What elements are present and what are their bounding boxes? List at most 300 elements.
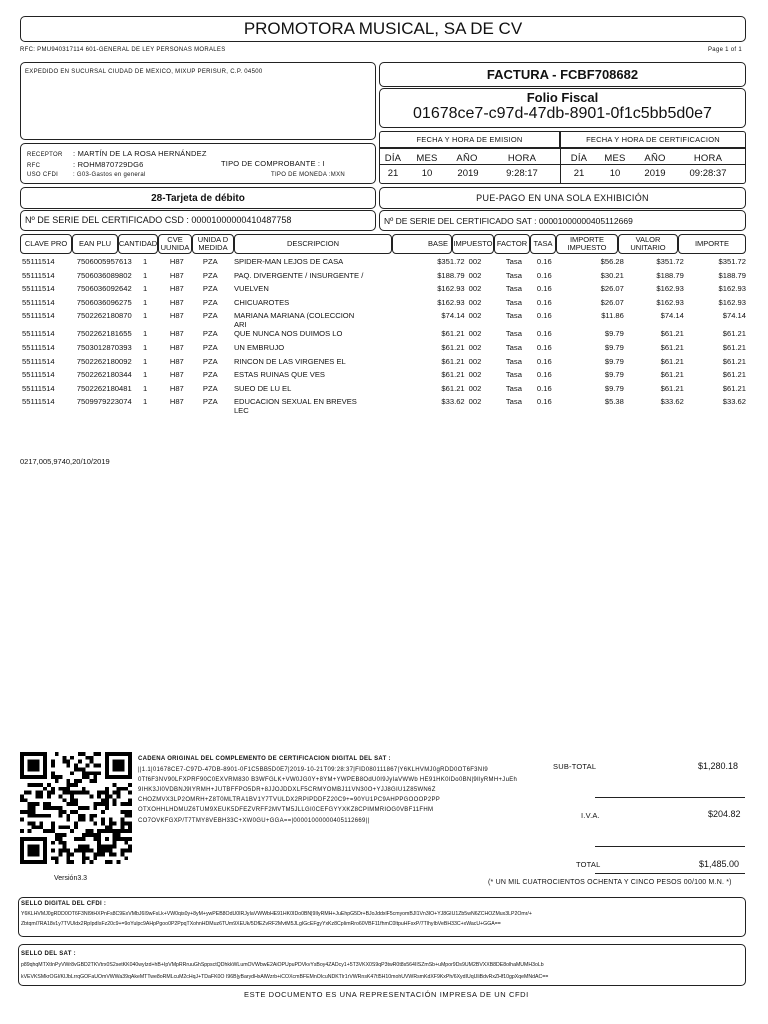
cell-imp_imp xyxy=(572,357,626,371)
cell-desc-text: SUEO DE LU EL xyxy=(233,383,292,393)
cell-base xyxy=(413,384,467,398)
cell-desc-text: UN EMBRUJO xyxy=(233,342,285,352)
emision-h-mes: MES xyxy=(416,153,438,164)
emision-h-anio: AÑO xyxy=(456,153,478,164)
cell-unidad-text: PZA xyxy=(202,342,218,352)
emision-h-hora: HORA xyxy=(507,153,537,164)
cell-valor xyxy=(626,311,686,329)
cell-desc xyxy=(232,397,413,415)
subtotal-line xyxy=(595,797,745,798)
cell-imp_imp xyxy=(572,370,626,384)
fecha-cert-label-box xyxy=(560,131,746,148)
cell-base-text: $61.21 xyxy=(441,356,465,366)
cell-imp xyxy=(467,397,504,415)
cell-tasa xyxy=(535,384,572,398)
cell-ean xyxy=(75,298,141,312)
cell-imp xyxy=(467,343,504,357)
table-row xyxy=(20,298,748,312)
cell-ean-text: 7506036096275 xyxy=(76,297,132,307)
cell-ean-text: 7502262180092 xyxy=(76,356,132,366)
cell-imp xyxy=(467,257,504,271)
cell-ean xyxy=(75,311,141,329)
cell-unidad-text: PZA xyxy=(202,397,218,407)
cell-cve-text: H87 xyxy=(169,311,184,321)
cell-valor-text: $61.21 xyxy=(660,342,684,352)
cell-factor xyxy=(504,311,535,329)
cell-ean-text: 7506036089802 xyxy=(76,270,132,280)
cell-cant-text: 1 xyxy=(142,342,148,352)
cell-imp_imp xyxy=(572,284,626,298)
cell-desc-text: ESTAS RUINAS QUE VES xyxy=(233,370,325,380)
cell-valor-text: $162.93 xyxy=(656,284,684,294)
cell-factor-text: Tasa xyxy=(505,397,522,407)
factura-number: FACTURA - FCBF708682 xyxy=(486,67,639,82)
cell-base xyxy=(413,329,467,343)
cell-importe xyxy=(686,284,748,298)
hdr-base: BASE xyxy=(392,234,452,254)
cell-unidad xyxy=(201,370,232,384)
cell-tasa-text: 0.16 xyxy=(536,370,552,380)
cell-base-text: $74.14 xyxy=(441,311,465,321)
cell-valor-text: $61.21 xyxy=(660,356,684,366)
hdr-importe-impuesto: IMPORTE IMPUESTO xyxy=(556,234,618,254)
cell-base-text: $61.21 xyxy=(441,383,465,393)
cell-tasa-text: 0.16 xyxy=(536,342,552,352)
cell-cant-text: 1 xyxy=(142,383,148,393)
cell-clave-text: 55111514 xyxy=(22,257,55,266)
table-row xyxy=(20,257,748,271)
cell-unidad-text: PZA xyxy=(202,257,218,266)
cell-factor-text: Tasa xyxy=(505,297,522,307)
cert-h-dia: DÍA xyxy=(570,153,588,164)
rfc-line: RFC: PMU940317114 601-GENERAL DE LEY PERSONAS MORALES xyxy=(20,47,226,53)
cell-imp_imp-text: $9.79 xyxy=(604,383,624,393)
total-en-letra: (* UN MIL CUATROCIENTOS OCHENTA Y CINCO PESOS 00/100 M.N. *) xyxy=(488,879,732,886)
folio-value: 01678ce7-c97d-47db-8901-0f1c5bb5d0e7 xyxy=(413,105,712,122)
cell-unidad xyxy=(201,298,232,312)
cell-clave xyxy=(20,298,75,312)
cell-imp-text: 002 xyxy=(468,342,482,352)
cell-clave-text: 55111514 xyxy=(22,329,55,339)
cadena-line-3: 9IHK3JI0VDBNJ9IYRMH+JUTBFFPO5DR+8JJOJDDXLF5CRMYOMBJ11VN30O+YJJ8GIU1Z85WN6Z xyxy=(138,787,436,793)
cell-cve xyxy=(168,397,201,415)
cell-ean xyxy=(75,370,141,384)
qr-code xyxy=(20,752,132,864)
cell-valor-text: $188.79 xyxy=(656,270,684,280)
iva-label: I.V.A. xyxy=(581,811,600,820)
cell-tasa-text: 0.16 xyxy=(536,297,552,307)
fecha-divider xyxy=(379,164,746,165)
cell-desc-text: PAQ. DIVERGENTE / INSURGENTE / xyxy=(233,270,364,280)
sello-sat-line-2: kVEVKSMkrOGI/KIJbLrrqGOFaUOmVWWa39qAkeMTTwe8oRMLcuM2cHqJ+TDaFK0O I96B|yBarydHxAlWzrb+iCOXcmBFEMnOIcuNDKTlr1rVWRnsK47tl5H10mohUVWRsmKdXF9KxPh/6XydIUqUliBdvRxZHf10gpXqeMNdAC== xyxy=(21,974,549,980)
cadena-line-6: CO7OVKFGXP/T7TMY8VEBH33C+XW0GU+GGA==|00001000000405112669|| xyxy=(138,818,370,824)
cell-cant-text: 1 xyxy=(142,397,148,407)
cell-imp_imp-text: $9.79 xyxy=(604,370,624,380)
sello-cfdi-box xyxy=(18,897,746,937)
uso-cfdi-value: : G03-Gastos en general xyxy=(73,172,146,178)
cell-desc xyxy=(232,284,413,298)
cell-valor xyxy=(626,343,686,357)
cell-tasa-text: 0.16 xyxy=(536,257,552,266)
cell-factor-text: Tasa xyxy=(505,356,522,366)
cell-clave-text: 55111514 xyxy=(22,270,55,280)
table-row xyxy=(20,311,748,329)
serie-sat: Nº DE SERIE DEL CERTIFICADO SAT : 00001000000405112669 xyxy=(384,216,633,226)
cell-valor-text: $33.62 xyxy=(660,397,684,407)
cell-tasa xyxy=(535,329,572,343)
cell-tasa-text: 0.16 xyxy=(536,383,552,393)
cell-clave-text: 55111514 xyxy=(22,297,55,307)
cell-imp-text: 002 xyxy=(468,383,482,393)
cell-base xyxy=(413,343,467,357)
page-number: Page 1 of 1 xyxy=(708,47,742,53)
cell-cant xyxy=(141,257,168,271)
cell-unidad xyxy=(201,329,232,343)
sello-cfdi-title: SELLO DIGITAL DEL CFDI : xyxy=(21,901,107,907)
cell-desc-text: QUE NUNCA NOS DUIMOS LO xyxy=(233,329,343,339)
cell-ean xyxy=(75,397,141,415)
cell-desc-text: RINCON DE LAS VIRGENES EL xyxy=(233,356,346,366)
cell-cve-text: H87 xyxy=(169,270,184,280)
cell-factor-text: Tasa xyxy=(505,329,522,339)
folio-box xyxy=(379,88,746,128)
cell-cant-text: 1 xyxy=(142,270,148,280)
cadena-line-5: OTXOHHLHDMUZ6TUM9XEUK5DFEZVRFF2MVTM5JLLGI0CEFGYYXKZ8CPIMMRIOG0VBF11FHM xyxy=(138,807,434,813)
cell-tasa-text: 0.16 xyxy=(536,397,552,407)
cert-dia: 21 xyxy=(573,168,585,179)
cell-importe-text: $33.62 xyxy=(722,397,746,407)
cell-imp_imp-text: $9.79 xyxy=(604,356,624,366)
items-table xyxy=(20,257,748,415)
cell-cve-text: H87 xyxy=(169,284,184,294)
cell-desc-text: CHICUAROTES xyxy=(233,297,290,307)
cell-cve xyxy=(168,329,201,343)
cell-desc xyxy=(232,343,413,357)
serie-csd: Nº DE SERIE DEL CERTIFICADO CSD : 00001000000410487758 xyxy=(25,215,292,225)
subtotal-label: SUB-TOTAL xyxy=(553,762,597,771)
emision-mes: 10 xyxy=(421,168,433,179)
cell-cve-text: H87 xyxy=(169,297,184,307)
cell-cant xyxy=(141,397,168,415)
cell-base xyxy=(413,311,467,329)
cell-cant xyxy=(141,343,168,357)
cell-importe-text: $61.21 xyxy=(722,370,746,380)
cadena-title: CADENA ORIGINAL DEL COMPLEMENTO DE CERTIFICACION DIGITAL DEL SAT : xyxy=(138,756,391,762)
cell-clave xyxy=(20,329,75,343)
cell-imp-text: 002 xyxy=(468,270,482,280)
hdr-valor-unitario: VALOR UNITARIO xyxy=(618,234,678,254)
cell-cve-text: H87 xyxy=(169,370,184,380)
receptor-label: RECEPTOR xyxy=(27,152,63,158)
cell-valor-text: $61.21 xyxy=(660,370,684,380)
cell-tasa xyxy=(535,397,572,415)
cell-tasa-text: 0.16 xyxy=(536,270,552,280)
cell-cve xyxy=(168,284,201,298)
cell-unidad-text: PZA xyxy=(202,270,218,280)
sello-sat-title: SELLO DEL SAT : xyxy=(21,951,76,957)
cell-base-text: $61.21 xyxy=(441,329,465,339)
cell-clave xyxy=(20,257,75,271)
sello-cfdi-line-1: Y6KLHVMJ0gRDD0OT6F3NI9tHXPnFs8C9ExVMbJ6I9wFsLk+VW0qis0y+8yM+ywPEB8OdU0IRJyIaVWWbHE91HK0IDo0BN|9IlyRMH+JuEhpG5Dr+BJoJddxlF5cmyomBJl1Vn3IO+YJ8GIU1Zb5wN6ZCHOZMux3LP2Omr/+ xyxy=(21,911,532,917)
cell-tasa xyxy=(535,357,572,371)
rfc-value: : ROHM870729DG6 xyxy=(73,160,144,169)
cell-valor xyxy=(626,257,686,271)
cell-factor xyxy=(504,397,535,415)
cell-desc xyxy=(232,271,413,285)
cell-cant xyxy=(141,284,168,298)
cell-desc-continued: ARI xyxy=(233,320,247,330)
cell-unidad-text: PZA xyxy=(202,297,218,307)
cell-tasa xyxy=(535,298,572,312)
cert-h-mes: MES xyxy=(604,153,626,164)
cell-tasa-text: 0.16 xyxy=(536,329,552,339)
cell-imp_imp-text: $11.86 xyxy=(601,311,624,321)
cell-ean-text: 7503012870393 xyxy=(76,342,132,352)
cell-importe xyxy=(686,357,748,371)
cell-clave xyxy=(20,384,75,398)
table-row xyxy=(20,271,748,285)
folio-label: Folio Fiscal xyxy=(526,90,599,105)
cell-importe-text: $61.21 xyxy=(722,356,746,366)
cell-cant-text: 1 xyxy=(142,257,148,266)
cell-unidad xyxy=(201,397,232,415)
cell-unidad-text: PZA xyxy=(202,370,218,380)
cell-importe-text: $61.21 xyxy=(722,342,746,352)
cell-base xyxy=(413,257,467,271)
cell-desc-text: EDUCACION SEXUAL EN BREVES xyxy=(233,397,357,407)
cell-base xyxy=(413,397,467,415)
cell-imp_imp xyxy=(572,257,626,271)
cell-factor xyxy=(504,271,535,285)
cell-base-text: $162.93 xyxy=(437,297,465,307)
table-row xyxy=(20,357,748,371)
cell-cve-text: H87 xyxy=(169,257,184,266)
cell-cve xyxy=(168,257,201,271)
cell-unidad-text: PZA xyxy=(202,356,218,366)
rfc-label: RFC xyxy=(27,163,41,169)
fecha-cert-label: FECHA Y HORA DE CERTIFICACION xyxy=(586,135,720,144)
table-row xyxy=(20,397,748,415)
cell-desc xyxy=(232,298,413,312)
cell-factor xyxy=(504,257,535,271)
cell-imp-text: 002 xyxy=(468,311,482,321)
cell-tasa xyxy=(535,257,572,271)
cell-clave-text: 55111514 xyxy=(22,397,55,407)
total-value: $1,485.00 xyxy=(699,859,740,869)
cell-cve xyxy=(168,370,201,384)
subtotal-value: $1,280.18 xyxy=(698,761,739,771)
hdr-clave: CLAVE PRO xyxy=(20,234,72,254)
cell-ean xyxy=(75,257,141,271)
forma-pago: 28-Tarjeta de débito xyxy=(151,193,245,204)
cell-cant xyxy=(141,311,168,329)
emision-dia: 21 xyxy=(387,168,399,179)
receptor-name: : MARTÍN DE LA ROSA HERNÁNDEZ xyxy=(73,149,207,158)
cell-imp-text: 002 xyxy=(468,257,482,266)
cell-cant-text: 1 xyxy=(142,370,148,380)
cell-importe xyxy=(686,271,748,285)
cell-imp xyxy=(467,271,504,285)
cell-importe-text: $61.21 xyxy=(722,329,746,339)
cell-tasa xyxy=(535,284,572,298)
cell-factor xyxy=(504,329,535,343)
cell-importe xyxy=(686,311,748,329)
serie-sat-box xyxy=(379,210,746,231)
cert-mes: 10 xyxy=(609,168,621,179)
cell-cve xyxy=(168,311,201,329)
cell-unidad xyxy=(201,257,232,271)
cell-valor-text: $61.21 xyxy=(660,383,684,393)
cell-ean-text: 7506005957613 xyxy=(76,257,132,266)
cell-unidad xyxy=(201,311,232,329)
metodo-pago-box xyxy=(379,187,746,209)
cell-ean xyxy=(75,284,141,298)
cell-valor xyxy=(626,384,686,398)
sello-sat-line-1: p89qhqMTXtInPyVWr8vGBD2TKVtrx0S2setKK040wyIzd+hB+IpVMpRRruuGhSppsctQDhkkWLumOVWbwE2AiOPUpuPDVkvYsBoy4ZADcy1+5T3VKX0S9qP3twR0t8s564IISZmSb+uMpor9Ds9UM2BVXXB8DE8olhaMUMH3oLb xyxy=(21,962,544,968)
cadena-line-2: 0Tf6F3NV90LFXPRF90C0EXVRM830 B3WFGLK+VW0JG0Y+8YM+YWPEB8OdU0I9JyIaVWWb HE91HK0IDo0BN|9IlyRMH+JuEh xyxy=(138,777,518,783)
cell-valor xyxy=(626,284,686,298)
cell-clave xyxy=(20,370,75,384)
cell-tasa-text: 0.16 xyxy=(536,311,552,321)
cell-imp_imp-text: $30.21 xyxy=(600,270,624,280)
cell-unidad-text: PZA xyxy=(202,383,218,393)
cell-imp_imp xyxy=(572,397,626,415)
hdr-tasa: TASA xyxy=(530,234,556,254)
cell-imp_imp xyxy=(572,271,626,285)
cell-valor xyxy=(626,329,686,343)
cell-imp_imp xyxy=(572,298,626,312)
cell-cant-text: 1 xyxy=(142,284,148,294)
cell-clave xyxy=(20,397,75,415)
cell-cant xyxy=(141,384,168,398)
title-box xyxy=(20,16,746,42)
cell-base-text: $61.21 xyxy=(441,370,465,380)
cell-factor-text: Tasa xyxy=(505,270,522,280)
sello-cfdi-line-2: Zbtqml7RA18v1y7TVUldx2RpIpdIsFz20c9+=9oYulpc9AHpPgoo0P2PpqTXohnHDMuz6TUm9XEUk/5DfEZvRF2MvtM5JLgIGcEFgyYxKz8CpIimRro60VBF11fhmC0ltpuHFsxP/7TlhyIbVeBH33C+xWacU+GGA== xyxy=(21,921,501,927)
cell-cve xyxy=(168,271,201,285)
cell-valor-text: $61.21 xyxy=(660,329,684,339)
cell-imp xyxy=(467,311,504,329)
cell-imp_imp-text: $9.79 xyxy=(604,342,624,352)
cell-cant-text: 1 xyxy=(142,356,148,366)
cert-h-hora: HORA xyxy=(693,153,723,164)
cell-clave xyxy=(20,311,75,329)
cadena-line-4: CHOZMVX3LP2OMRH+Z8T0MLTRA1BV1Y7TVULDX2RPIPDDFZ20C9+=90YU1PC9AHPPGOOOP2PP xyxy=(138,797,441,803)
table-row xyxy=(20,384,748,398)
cell-clave-text: 55111514 xyxy=(22,311,55,321)
cell-clave-text: 55111514 xyxy=(22,284,55,294)
expedido-text: EXPEDIDO EN SUCURSAL CIUDAD DE MEXICO, MIXUP PERISUR, C.P. 04500 xyxy=(25,69,263,75)
cell-base xyxy=(413,357,467,371)
iva-line xyxy=(595,846,745,847)
cell-imp_imp-text: $26.07 xyxy=(600,297,624,307)
cell-factor xyxy=(504,284,535,298)
fecha-emision-label: FECHA Y HORA DE EMISION xyxy=(416,135,523,144)
hdr-factor: FACTOR xyxy=(494,234,530,254)
hdr-impuesto: IMPUESTO xyxy=(452,234,494,254)
cell-unidad xyxy=(201,384,232,398)
serie-csd-box xyxy=(20,210,376,231)
emision-hora: 9:28:17 xyxy=(506,168,538,179)
cell-imp-text: 002 xyxy=(468,370,482,380)
hdr-importe: IMPORTE xyxy=(678,234,746,254)
cell-tasa xyxy=(535,370,572,384)
cell-imp_imp-text: $26.07 xyxy=(600,284,624,294)
cell-factor-text: Tasa xyxy=(505,311,522,321)
cell-importe xyxy=(686,384,748,398)
cell-importe-text: $188.79 xyxy=(718,270,746,280)
cell-unidad xyxy=(201,284,232,298)
fecha-emision-label-box xyxy=(379,131,560,148)
hdr-cve: CVE UUNIDA xyxy=(158,234,192,254)
uso-cfdi-label: USO CFDI xyxy=(27,172,59,178)
cell-unidad-text: PZA xyxy=(202,284,218,294)
cell-imp-text: 002 xyxy=(468,297,482,307)
cell-cant-text: 1 xyxy=(142,297,148,307)
cell-imp-text: 002 xyxy=(468,329,482,339)
cell-valor xyxy=(626,298,686,312)
cell-desc xyxy=(232,357,413,371)
cell-factor xyxy=(504,298,535,312)
tipo-moneda: TIPO DE MONEDA :MXN xyxy=(271,172,346,178)
cell-base xyxy=(413,298,467,312)
cell-unidad-text: PZA xyxy=(202,329,218,339)
cell-importe xyxy=(686,343,748,357)
cell-imp-text: 002 xyxy=(468,356,482,366)
cell-tasa-text: 0.16 xyxy=(536,284,552,294)
cell-ean-text: 7502262180344 xyxy=(76,370,132,380)
cell-importe xyxy=(686,397,748,415)
cell-ean xyxy=(75,357,141,371)
cell-factor-text: Tasa xyxy=(505,342,522,352)
cadena-line-1: ||1.1|01678CE7-C97D-47DB-8901-0F1C5BB5D0E7|2019-10-21T09:28:37|FID080111867|Y6KLHVMJ0gRDD0OT6F3NI9 xyxy=(138,767,489,773)
version: Versión3.3 xyxy=(54,875,88,882)
metodo-pago: PUE-PAGO EN UNA SOLA EXHIBICIÓN xyxy=(476,193,649,203)
cell-unidad-text: PZA xyxy=(202,311,218,321)
cell-cve-text: H87 xyxy=(169,397,184,407)
cell-desc xyxy=(232,370,413,384)
cell-clave xyxy=(20,271,75,285)
cell-factor xyxy=(504,384,535,398)
cell-unidad xyxy=(201,343,232,357)
cell-base-text: $162.93 xyxy=(437,284,465,294)
table-row xyxy=(20,329,748,343)
footer-text: ESTE DOCUMENTO ES UNA REPRESENTACIÓN IMPRESA DE UN CFDI xyxy=(244,990,529,999)
cell-importe xyxy=(686,298,748,312)
table-row xyxy=(20,284,748,298)
cert-hora: 09:28:37 xyxy=(689,168,727,179)
cell-desc xyxy=(232,311,413,329)
cell-imp_imp xyxy=(572,311,626,329)
expedido-box xyxy=(20,62,376,140)
cell-ean-text: 7502262180870 xyxy=(76,311,132,321)
cell-cve xyxy=(168,357,201,371)
cell-cve xyxy=(168,343,201,357)
cell-cant xyxy=(141,271,168,285)
cell-ean xyxy=(75,329,141,343)
cell-factor-text: Tasa xyxy=(505,257,522,266)
cell-factor xyxy=(504,357,535,371)
hdr-ean: EAN PLU xyxy=(72,234,118,254)
cell-imp xyxy=(467,329,504,343)
cell-desc-continued: LEC xyxy=(233,406,249,416)
table-row xyxy=(20,343,748,357)
table-row xyxy=(20,370,748,384)
cell-imp xyxy=(467,357,504,371)
sello-sat-box xyxy=(18,944,746,986)
cell-tasa xyxy=(535,271,572,285)
cell-clave xyxy=(20,343,75,357)
